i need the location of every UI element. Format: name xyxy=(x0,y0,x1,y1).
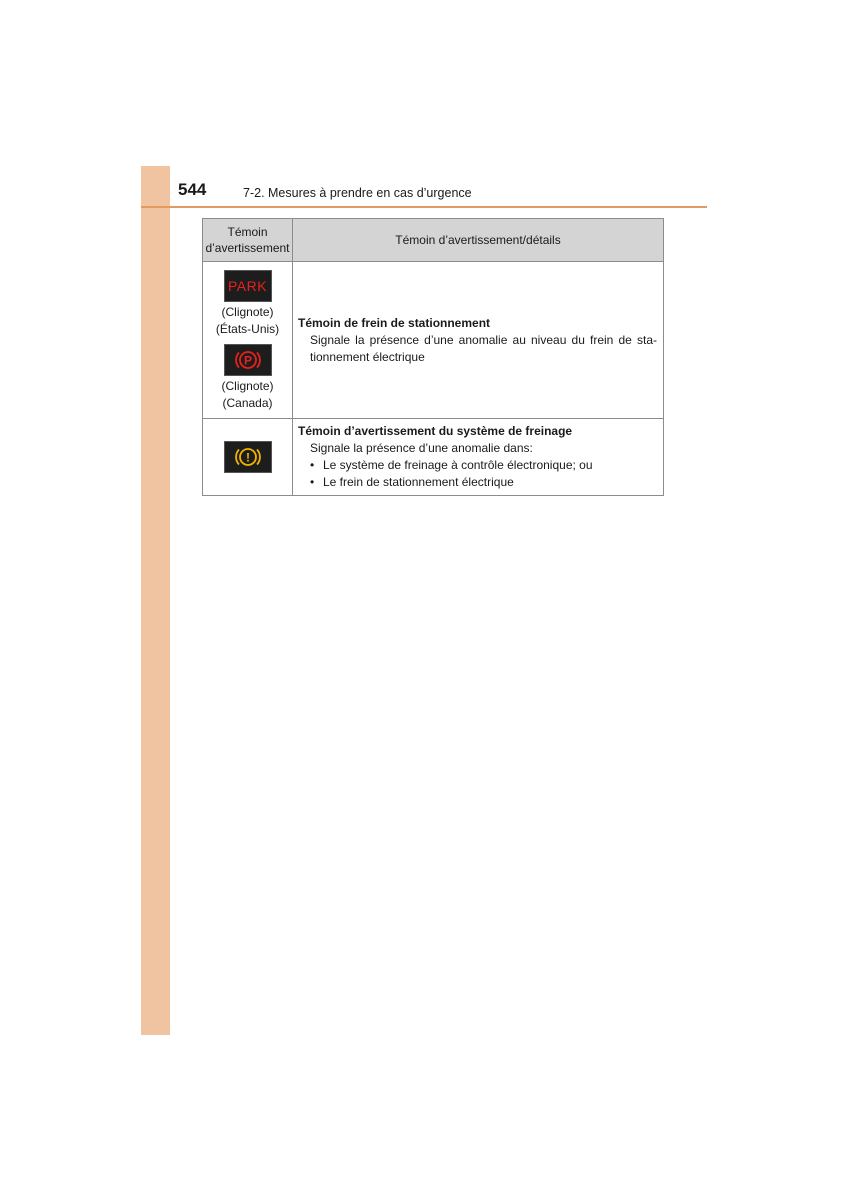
table-header-row xyxy=(203,219,664,262)
icon-caption: (États-Unis) xyxy=(215,322,280,336)
table-row xyxy=(203,262,664,419)
column-header-details: Témoin d’avertissement/détails xyxy=(293,219,664,262)
side-accent-band xyxy=(141,166,170,1035)
detail-text: Signale la présence d’une anomalie dans: xyxy=(310,441,533,455)
table-row xyxy=(203,419,664,496)
section-title: 7-2. Mesures à prendre en cas d’urgence xyxy=(243,186,472,200)
indicator-cell xyxy=(203,419,293,496)
park-warning-lamp-icon: PARK xyxy=(224,270,272,302)
column-header-line: d’avertissement xyxy=(205,241,290,255)
bullet-icon: • xyxy=(310,475,315,489)
icon-caption: (Canada) xyxy=(222,396,273,410)
icon-caption: (Clignote) xyxy=(221,379,274,393)
brake-system-warning-lamp-icon xyxy=(224,441,272,473)
page-number: 544 xyxy=(178,180,207,199)
list-item xyxy=(298,457,657,474)
list-item xyxy=(298,474,657,491)
detail-cell xyxy=(293,419,664,496)
column-header-line: Témoin xyxy=(227,225,268,239)
list-item-text: Le système de freinage à contrôle électronique; ou xyxy=(323,458,593,472)
lamp-symbol: ! xyxy=(245,450,250,465)
detail-text: Signale la présence d’une anomalie au niveau du frein de sta-tionnement électrique xyxy=(310,332,657,364)
detail-title: Témoin d’avertissement du système de freinage xyxy=(298,424,573,438)
bullet-icon: • xyxy=(310,458,315,472)
detail-cell xyxy=(293,262,664,419)
warning-lights-table xyxy=(202,218,664,496)
indicator-cell xyxy=(203,262,293,419)
lamp-symbol: P xyxy=(243,353,252,368)
detail-title: Témoin de frein de stationnement xyxy=(298,315,491,330)
column-header-indicator xyxy=(203,219,293,262)
parking-brake-lamp-icon xyxy=(224,344,272,376)
list-item-text: Le frein de stationnement électrique xyxy=(323,475,514,489)
icon-caption: (Clignote) xyxy=(221,305,274,319)
header-rule xyxy=(141,206,707,208)
